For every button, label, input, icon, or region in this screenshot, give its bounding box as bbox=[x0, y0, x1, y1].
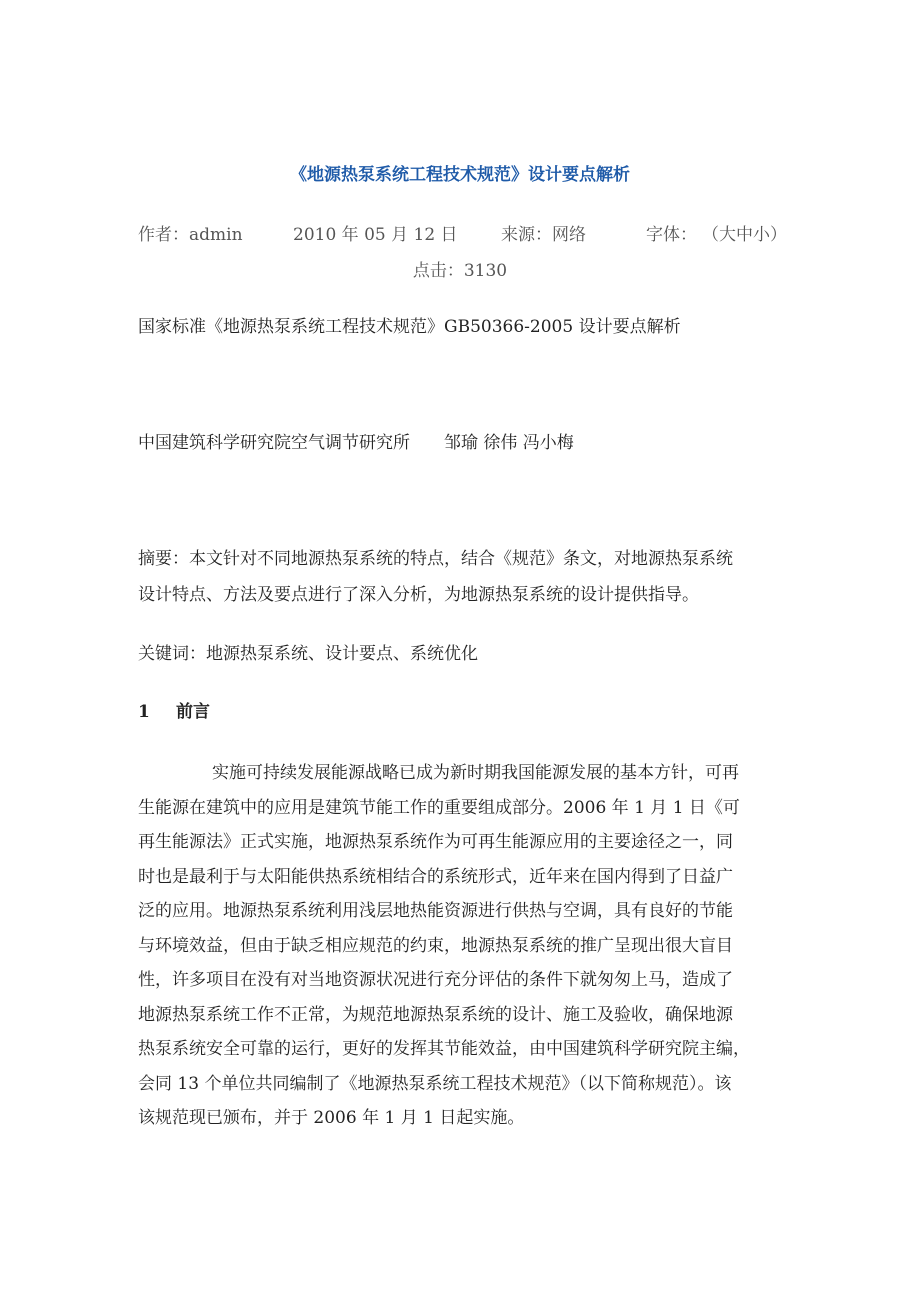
article-authors: 中国建筑科学研究院空气调节研究所 邹瑜 徐伟 冯小梅 bbox=[138, 433, 574, 453]
meta-date: 2010 年 05 月 12 日 bbox=[293, 225, 458, 245]
body-line: 生能源在建筑中的应用是建筑节能工作的重要组成部分。2006 年 1 月 1 日《可 bbox=[138, 797, 740, 818]
body-line: 与环境效益，但由于缺乏相应规范的约束，地源热泵系统的推广呈现出很大盲目 bbox=[138, 935, 733, 956]
article-title: 《地源热泵系统工程技术规范》设计要点解析 bbox=[290, 165, 630, 185]
body-line: 再生能源法》正式实施，地源热泵系统作为可再生能源应用的主要途径之一，同 bbox=[138, 832, 733, 852]
article-subtitle: 国家标准《地源热泵系统工程技术规范》GB50366-2005 设计要点解析 bbox=[138, 317, 681, 337]
body-line: 性，许多项目在没有对当地资源状况进行充分评估的条件下就匆匆上马，造成了 bbox=[138, 970, 733, 990]
section-title: 前言 bbox=[176, 702, 210, 722]
abstract-line-1: 摘要：本文针对不同地源热泵系统的特点，结合《规范》条文，对地源热泵系统 bbox=[138, 549, 733, 569]
body-line: 该规范现已颁布，并于 2006 年 1 月 1 日起实施。 bbox=[138, 1108, 525, 1128]
meta-author: 作者：admin bbox=[138, 225, 243, 245]
keywords: 关键词：地源热泵系统、设计要点、系统优化 bbox=[138, 644, 478, 664]
body-line: 实施可持续发展能源战略已成为新时期我国能源发展的基本方针，可再 bbox=[212, 763, 739, 783]
section-number: 1 bbox=[138, 702, 150, 722]
body-line: 时也是最利于与太阳能供热系统相结合的系统形式，近年来在国内得到了日益广 bbox=[138, 866, 733, 887]
body-paragraph bbox=[138, 756, 802, 1136]
body-line: 热泵系统安全可靠的运行，更好的发挥其节能效益，由中国建筑科学研究院主编， bbox=[138, 1039, 750, 1059]
meta-font-label: 字体： bbox=[646, 225, 697, 245]
meta-clicks: 点击：3130 bbox=[412, 261, 508, 281]
meta-source: 来源：网络 bbox=[501, 225, 586, 245]
body-line: 地源热泵系统工作不正常，为规范地源热泵系统的设计、施工及验收，确保地源 bbox=[138, 1004, 733, 1025]
font-size-selector[interactable]: （大中小） bbox=[702, 225, 787, 245]
body-line: 泛的应用。地源热泵系统利用浅层地热能资源进行供热与空调，具有良好的节能 bbox=[138, 901, 733, 921]
article-meta bbox=[138, 222, 798, 248]
abstract-line-2: 设计特点、方法及要点进行了深入分析，为地源热泵系统的设计提供指导。 bbox=[138, 585, 699, 605]
body-line: 会同 13 个单位共同编制了《地源热泵系统工程技术规范》（以下简称规范）。该 bbox=[138, 1073, 732, 1094]
